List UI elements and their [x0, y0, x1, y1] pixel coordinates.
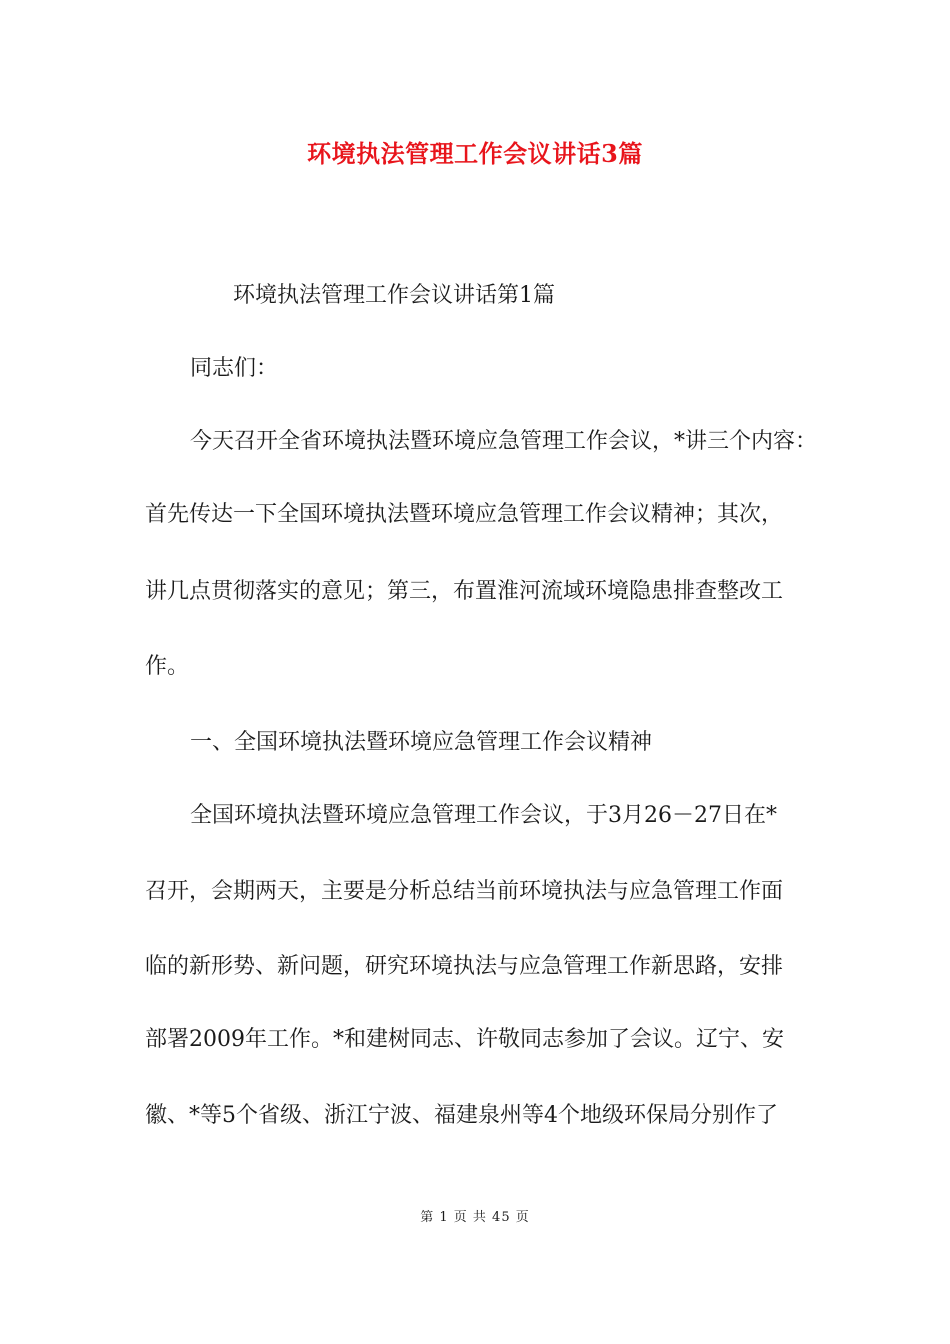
paragraph-1-line-1: 今天召开全省环境执法暨环境应急管理工作会议，*讲三个内容：: [190, 429, 818, 454]
paragraph-2-line-2: 召开，会期两天，主要是分析总结当前环境执法与应急管理工作面: [145, 879, 784, 904]
paragraph-2-line-3: 临的新形势、新问题，研究环境执法与应急管理工作新思路，安排: [145, 954, 784, 979]
document-title: 环境执法管理工作会议讲话3篇: [307, 139, 643, 168]
paragraph-2-line-4: 部署2009年工作。*和建树同志、许敬同志参加了会议。辽宁、安: [145, 1027, 784, 1052]
salutation: 同志们：: [190, 356, 279, 381]
paragraph-1-line-2: 首先传达一下全国环境执法暨环境应急管理工作会议精神；其次，: [145, 502, 784, 527]
paragraph-1-line-4: 作。: [145, 654, 190, 679]
paragraph-1-line-3: 讲几点贯彻落实的意见；第三，布置淮河流域环境隐患排查整改工: [145, 579, 784, 604]
paragraph-2-line-1: 全国环境执法暨环境应急管理工作会议，于3月26－27日在*: [190, 803, 777, 828]
section-1-heading: 一、全国环境执法暨环境应急管理工作会议精神: [190, 730, 653, 755]
page-number-footer: 第 1 页 共 45 页: [420, 1210, 530, 1225]
subtitle: 环境执法管理工作会议讲话第1篇: [233, 283, 555, 308]
paragraph-2-line-5: 徽、*等5个省级、浙江宁波、福建泉州等4个地级环保局分别作了: [145, 1103, 778, 1128]
